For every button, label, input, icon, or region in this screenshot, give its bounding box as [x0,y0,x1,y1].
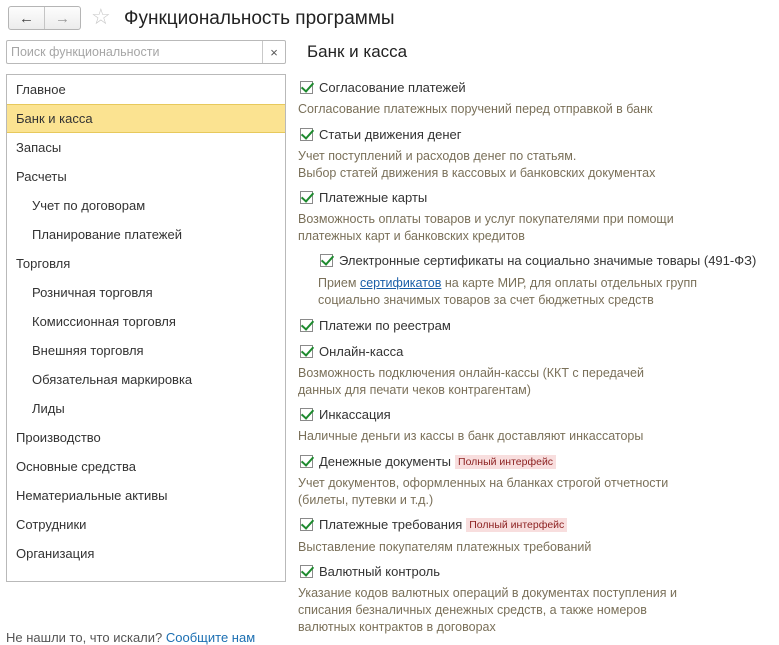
checkbox-payment-requests[interactable] [300,518,313,531]
sidebar-item-employees[interactable]: Сотрудники [16,517,87,532]
option-payment-cards [300,190,427,205]
checkbox-payment-cards[interactable] [300,191,313,204]
option-registry-payments [300,318,451,333]
certificates-link[interactable]: сертификатов [359,276,442,290]
option-description: Прием сертификатов на карте МИР, для оплаты отдельных групп социально значимых товаров за счет бюджетных средств [318,276,698,307]
feedback-text: Не нашли то, что искали? [6,630,163,645]
option-label: Денежные документы [319,454,452,469]
option-label: Валютный контроль [319,564,441,579]
sidebar-item-organization[interactable]: Организация [16,546,95,561]
sidebar-item-retail[interactable]: Розничная торговля [32,285,153,300]
feedback-link[interactable]: Сообщите нам [165,630,256,645]
search-input[interactable] [11,43,261,61]
checkbox-cash-collection[interactable] [300,408,313,421]
option-description: Согласование платежных поручений перед отправкой в банк [298,102,653,116]
option-description: Возможность подключения онлайн-кассы (ККТ с передачей данных для печати чеков контрагентам) [298,366,644,397]
sidebar-item-mandatory-marking[interactable]: Обязательная маркировка [32,372,193,387]
option-online-cash-register [300,344,403,359]
section-title: Банк и касса [307,42,408,61]
clear-search-button[interactable] [262,41,285,63]
sidebar-item-payment-planning[interactable]: Планирование платежей [32,227,182,242]
sidebar-item-production[interactable]: Производство [16,430,101,445]
option-description: Указание кодов валютных операций в документах поступления и списания безналичных денежных средств, а также номеров валютных контрактов в договорах [298,586,677,634]
option-label: Инкассация [319,407,391,422]
checkbox-payment-approval[interactable] [300,81,313,94]
navigation-buttons [8,6,81,30]
option-label: Онлайн-касса [319,344,404,359]
checkbox-monetary-documents[interactable] [300,455,313,468]
option-label: Платежные карты [319,190,428,205]
option-cash-collection [300,407,391,422]
sidebar [6,74,286,582]
arrow-right-icon: → [55,9,70,27]
sidebar-item-trade[interactable]: Торговля [16,256,71,271]
option-label: Статьи движения денег [319,127,462,142]
option-payment-approval [300,80,466,95]
checkbox-electronic-certificates[interactable] [320,254,333,267]
feedback-footer [6,630,255,645]
favorite-star-icon[interactable]: ☆ [91,4,111,29]
checkbox-cash-flow-items[interactable] [300,128,313,141]
sidebar-item-contract-accounting[interactable]: Учет по договорам [32,198,146,213]
full-interface-badge: Полный интерфейс [455,455,556,469]
checkbox-online-cash-register[interactable] [300,345,313,358]
forward-button[interactable] [44,7,80,29]
sidebar-item-intangible-assets[interactable]: Нематериальные активы [16,488,168,503]
option-label: Согласование платежей [319,80,466,95]
checkbox-currency-control[interactable] [300,565,313,578]
arrow-left-icon: ← [19,9,34,27]
checkbox-registry-payments[interactable] [300,319,313,332]
option-description: Наличные деньги из кассы в банк доставляют инкассаторы [298,429,644,443]
option-cash-flow-items [300,127,461,142]
option-payment-requests [300,517,567,532]
back-button[interactable] [9,7,44,29]
option-electronic-certificates [320,253,756,268]
sidebar-item-inventory[interactable]: Запасы [16,140,62,155]
option-currency-control [300,564,440,579]
sidebar-item-leads[interactable]: Лиды [32,401,65,416]
sidebar-item-foreign-trade[interactable]: Внешняя торговля [32,343,144,358]
sidebar-item-main[interactable]: Главное [16,82,66,97]
option-description: Выставление покупателям платежных требований [298,540,592,554]
option-description: Учет поступлений и расходов денег по статьям. Выбор статей движения в кассовых и банковских документах [298,149,656,180]
option-label: Платежные требования [319,517,463,532]
sidebar-item-bank-and-cash[interactable]: Банк и касса [7,104,285,133]
search-box [6,40,286,64]
sidebar-item-commission-trade[interactable]: Комиссионная торговля [32,314,176,329]
page-title: Функциональность программы [124,8,395,29]
option-monetary-documents [300,454,556,469]
option-label: Электронные сертификаты на социально значимые товары (491-ФЗ) [339,253,757,268]
option-label: Платежи по реестрам [319,318,451,333]
full-interface-badge: Полный интерфейс [466,518,567,532]
sidebar-item-settlements[interactable]: Расчеты [16,169,67,184]
close-icon: × [270,44,278,60]
option-description: Учет документов, оформленных на бланках строгой отчетности (билеты, путевки и т.д.) [298,476,669,507]
sidebar-item-fixed-assets[interactable]: Основные средства [16,459,136,474]
option-description: Возможность оплаты товаров и услуг покупателями при помощи платежных карт и банковских кредитов [298,212,674,243]
